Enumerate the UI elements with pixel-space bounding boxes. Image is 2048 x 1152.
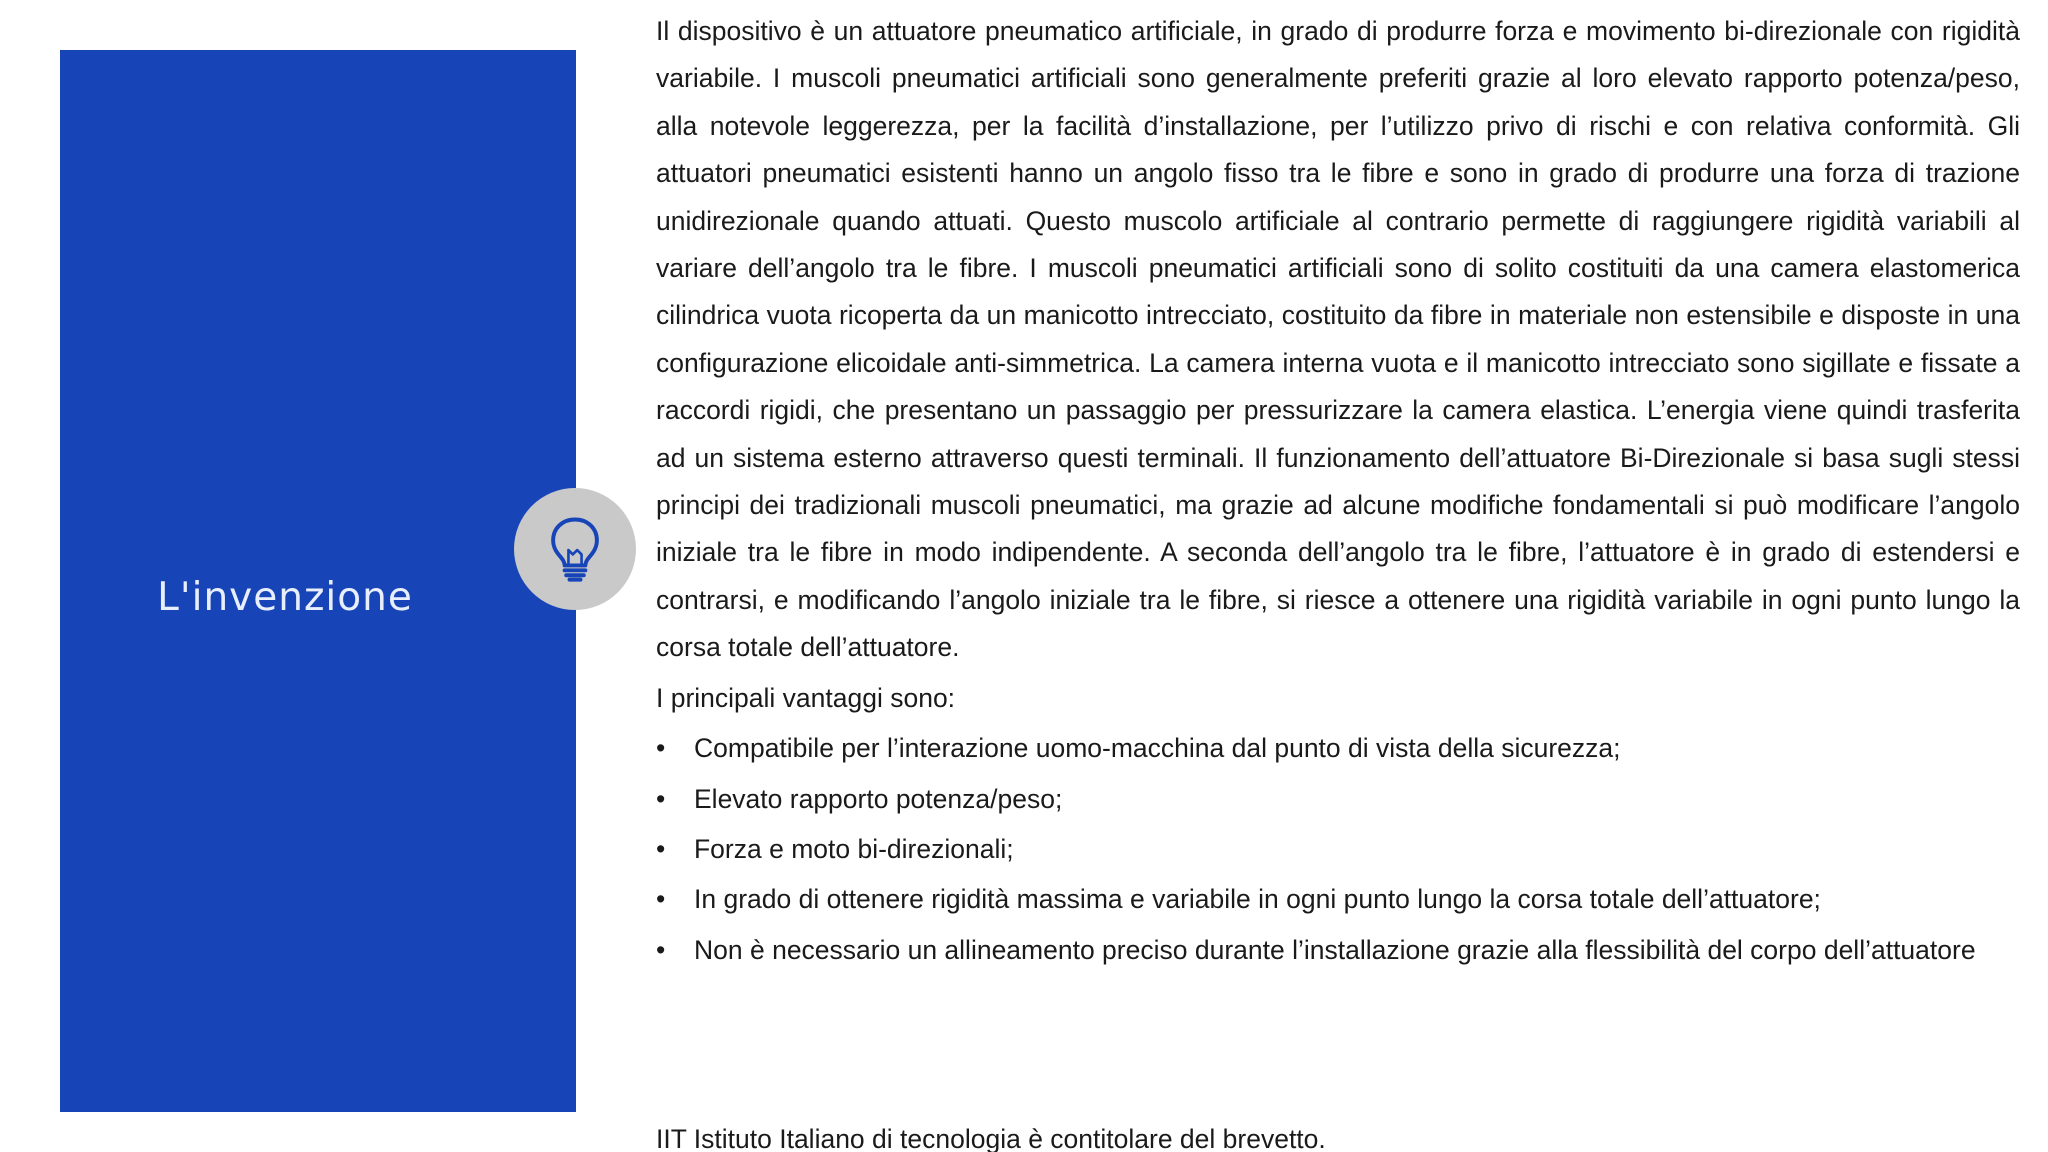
bullet-icon: • — [656, 833, 666, 864]
bullet-icon: • — [656, 733, 666, 764]
side-panel — [60, 50, 576, 1112]
bullet-icon: • — [656, 884, 666, 915]
list-item-text: In grado di ottenere rigidità massima e variabile in ogni punto lungo la corsa totale dell’attuatore; — [694, 884, 1821, 915]
bullet-icon: • — [656, 934, 666, 965]
main-content — [656, 8, 2020, 977]
list-item — [656, 776, 2020, 823]
list-item — [656, 725, 2020, 772]
bullet-icon: • — [656, 783, 666, 814]
list-item — [656, 927, 2020, 974]
list-item-text: Compatibile per l’interazione uomo-macchina dal punto di vista della sicurezza; — [694, 733, 1621, 764]
description-paragraph: Il dispositivo è un attuatore pneumatico artificiale, in grado di produrre forza e movimento bi-direzionale con rigidità variabile. I muscoli pneumatici artificiali sono generalmente preferiti grazie al loro elevato rapporto potenza/peso, alla notevole leggerezza, per la facilità d’installazione, per l’utilizzo privo di rischi e con relativa conformità. Gli attuatori pneumatici esistenti hanno un angolo fisso tra le fibre e sono in grado di produrre una forza di trazione unidirezionale quando attuati. Questo muscolo artificiale al contrario permette di raggiungere rigidità variabili al variare dell’angolo tra le fibre. I muscoli pneumatici artificiali sono di solito costituiti da una camera elastomerica cilindrica vuota ricoperta da un manicotto intrecciato, costituito da fibre in materiale non estensibile e disposte in una configurazione elicoidale anti-simmetrica. La camera interna vuota e il manicotto intrecciato sono sigillate e fissate a raccordi rigidi, che presentano un passaggio per pressurizzare la camera elastica. L’energia viene quindi trasferita ad un sistema esterno attraverso questi terminali. Il funzionamento dell’attuatore Bi-Direzionale si basa sugli stessi principi dei tradizionali muscoli pneumatici, ma grazie ad alcune modifiche fondamentali si può modificare l’angolo iniziale tra le fibre in modo indipendente. A seconda dell’angolo tra le fibre, l’attuatore è in grado di estendersi e contrarsi, e modificando l’angolo iniziale tra le fibre, si riesce a ottenere una rigidità variabile in ogni punto lungo la corsa totale dell’attuatore. — [656, 16, 2020, 663]
list-item-text: Non è necessario un allineamento preciso durante l’installazione grazie alla flessibilità del corpo dell’attuatore — [694, 934, 1976, 965]
list-item-text: Elevato rapporto potenza/peso; — [694, 783, 1063, 814]
list-item — [656, 876, 2020, 923]
list-item — [656, 826, 2020, 873]
benefits-heading: I principali vantaggi sono: — [656, 682, 956, 713]
section-title: L'invenzione — [157, 575, 413, 620]
lightbulb-icon — [540, 514, 610, 584]
icon-badge — [514, 488, 636, 610]
patent-note: IIT Istituto Italiano di tecnologia è contitolare del brevetto. — [656, 1124, 1326, 1152]
list-item-text: Forza e moto bi-direzionali; — [694, 833, 1014, 864]
benefits-list — [656, 725, 2020, 974]
